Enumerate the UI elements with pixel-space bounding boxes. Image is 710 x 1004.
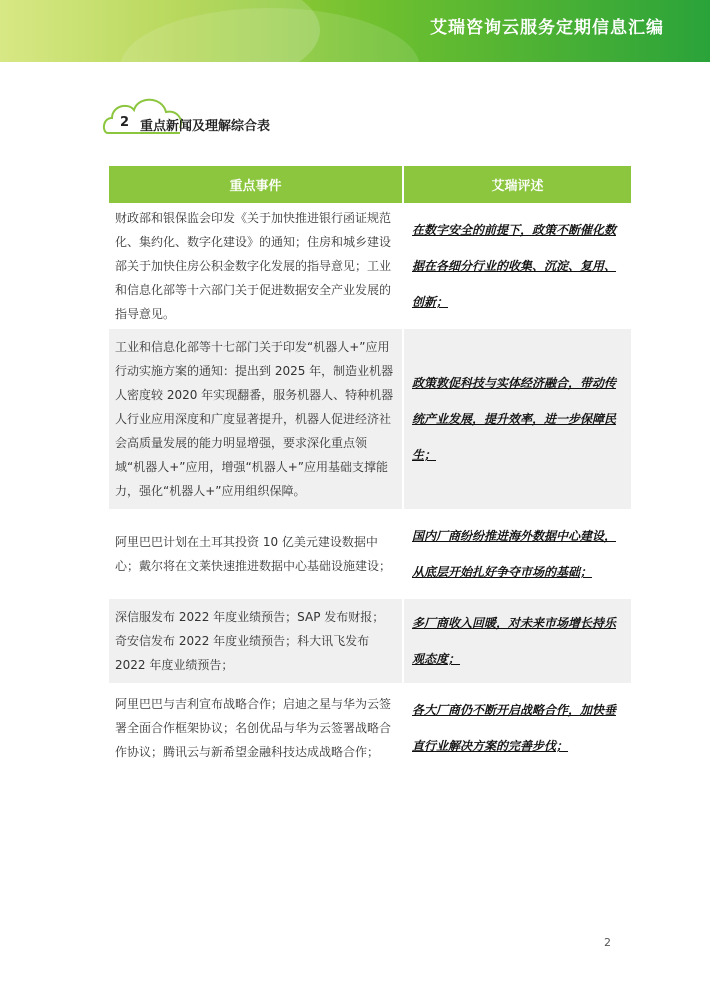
- table-row: [109, 203, 631, 329]
- section-title: 重点新闻及理解综合表: [140, 119, 271, 134]
- comment-cell: 国内厂商纷纷推进海外数据中心建设，从底层开始扎好争夺市场的基础；: [403, 509, 631, 599]
- news-table: [109, 166, 631, 773]
- header-banner: [0, 0, 710, 62]
- comment-cell: 政策敦促科技与实体经济融合，带动传统产业发展，提升效率，进一步保障民生；: [403, 329, 631, 509]
- event-cell: 阿里巴巴计划在土耳其投资 10 亿美元建设数据中心；戴尔将在文莱快速推进数据中心基础设施建设；: [109, 509, 403, 599]
- header-title: 艾瑞咨询云服务定期信息汇编: [430, 18, 664, 38]
- table-row: [109, 683, 631, 773]
- event-cell: 深信服发布 2022 年度业绩预告；SAP 发布财报；奇安信发布 2022 年度业绩预告；科大讯飞发布 2022 年度业绩预告；: [109, 599, 403, 683]
- comment-cell: 各大厂商仍不断开启战略合作，加快垂直行业解决方案的完善步伐；: [403, 683, 631, 773]
- table-row: [109, 599, 631, 683]
- table-row: [109, 509, 631, 599]
- page-number: 2: [604, 936, 611, 949]
- table-header-row: [109, 166, 631, 203]
- table-row: [109, 329, 631, 509]
- event-cell: 财政部和银保监会印发《关于加快推进银行函证规范化、集约化、数字化建设》的通知；住房和城乡建设部关于加快住房公积金数字化发展的指导意见；工业和信息化部等十六部门关于促进数据安全产业发展的指导意见。: [109, 203, 403, 329]
- comment-cell: 多厂商收入回暖，对未来市场增长持乐观态度；: [403, 599, 631, 683]
- section-heading: [100, 88, 340, 148]
- event-cell: 工业和信息化部等十七部门关于印发“机器人+”应用行动实施方案的通知：提出到 2025 年，制造业机器人密度较 2020 年实现翻番，服务机器人、特种机器人行业应用深度和广度显著提升，机器人促进经济社会高质量发展的能力明显增强，要求深化重点领域“机器人+”应用，增强“机器人+”应用基础支撑能力，强化“机器人+”应用组织保障。: [109, 329, 403, 509]
- column-header-events: 重点事件: [109, 166, 403, 203]
- column-header-comments: 艾瑞评述: [403, 166, 631, 203]
- comment-cell: 在数字安全的前提下，政策不断催化数据在各细分行业的收集、沉淀、复用、创新；: [403, 203, 631, 329]
- event-cell: 阿里巴巴与吉利宣布战略合作；启迪之星与华为云签署全面合作框架协议；名创优品与华为云签署战略合作协议；腾讯云与新希望金融科技达成战略合作；: [109, 683, 403, 773]
- section-number: 2: [120, 115, 130, 130]
